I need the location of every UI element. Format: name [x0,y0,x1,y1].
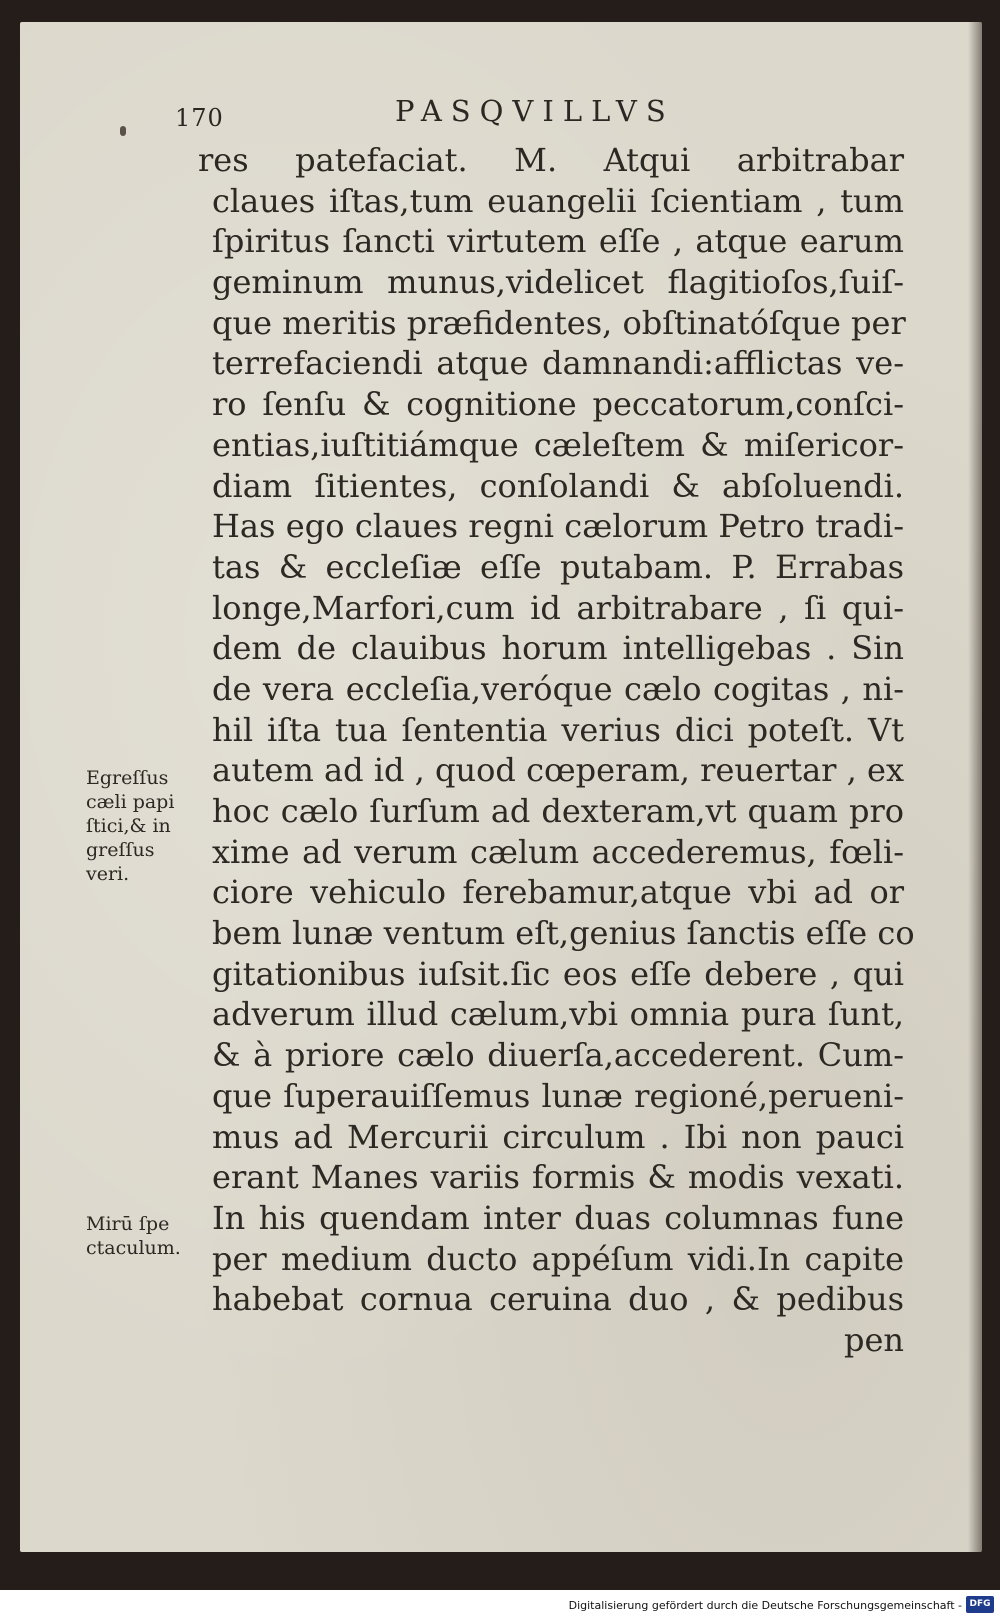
text-line: xime ad verum cælum accederemus, fœli- [212,832,904,871]
text-line: de vera eccleſia,veróque cælo cogitas , ni- [212,669,904,708]
marginal-note-line: ctaculum. [86,1237,181,1259]
text-line: autem ad id , quod cœperam, reuertar , ex [212,751,904,790]
text-line: geminum munus,videlicet flagitioſos,ſuiſ- [212,263,904,302]
text-line: per medium ducto appéſum vidi.In capite [212,1239,904,1278]
text-line: pen [843,1320,904,1359]
page-edge-shadow [968,22,982,1552]
text-line: longe,Marfori,cum id arbitrabare , ſi qui- [212,588,904,627]
text-line: diam ſitientes, conſolandi & abſoluendi. [212,466,904,505]
marginal-note-line: Mirū ſpe [86,1213,170,1235]
text-line: erant Manes variis formis & modis vexati. [212,1158,904,1197]
running-title: PASQVILLVS [395,94,675,128]
text-line: ciore vehiculo ferebamur,atque vbi ad or [212,873,904,912]
text-line: hoc cælo ſurſum ad dexteram,vt quam pro [212,792,904,830]
marginal-note-line: Egreſſus [86,767,169,789]
text-line: ſpiritus ſancti virtutem eſſe , atque earum [212,222,904,261]
page-number: 170 [175,104,224,132]
text-line: bem lunæ ventum eſt,genius ſanctis eſſe co [212,914,915,953]
text-line: claues iſtas,tum euangelii ſcientiam , tum [212,181,904,220]
text-line: habebat cornua ceruina duo , & pedibus [212,1280,904,1319]
text-line: adverum illud cælum,vbi omnia pura ſunt, [212,995,904,1034]
text-line: mus ad Mercurii circulum . Ibi non pauci [212,1117,904,1156]
marginal-note-line: ſtici,& in [86,815,171,837]
text-line: que ſuperauiſſemus lunæ regioné,perueni- [212,1076,904,1115]
text-line: In his quendam inter duas columnas fune [212,1198,904,1237]
text-line: & à priore cælo diuerſa,accederent. Cum- [212,1036,904,1075]
funding-credit: Digitalisierung gefördert durch die Deutsche Forschungsgemeinschaft - [568,1599,962,1612]
marginal-note-spectaculum [86,1212,206,1260]
marginal-note-line: veri. [86,863,130,885]
body-text [198,140,915,1361]
text-line: hil iſta tua ſententia verius dici poteſt. Vt [212,710,904,749]
marginal-note-egressus [86,766,206,886]
text-line: entias,iuſtitiámque cæleſtem & miſericor- [212,425,904,464]
text-line: Has ego claues regni cælorum Petro tradi- [212,507,904,546]
ink-spot [120,126,126,136]
text-line: tas & eccleſiæ eſſe putabam. P. Errabas [212,547,904,586]
text-line: que meritis præfidentes, obſtinatóſque per [212,303,906,342]
marginal-note-line: cæli papi [86,791,175,813]
text-line: res patefaciat. M. Atqui arbitrabar [198,141,904,179]
marginal-note-line: greſſus [86,839,155,861]
dfg-logo: DFG [966,1596,994,1613]
text-line: terrefaciendi atque damnandi:afflictas ve- [212,344,904,383]
page-header [175,86,935,132]
text-line: ro ſenſu & cognitione peccatorum,conſci- [212,385,904,424]
text-line: gitationibus iuſsit.ſic eos eſſe debere , qui [212,954,904,993]
text-line: dem de clauibus horum intelligebas . Sin [212,629,904,668]
digitization-footer [0,1590,1000,1622]
